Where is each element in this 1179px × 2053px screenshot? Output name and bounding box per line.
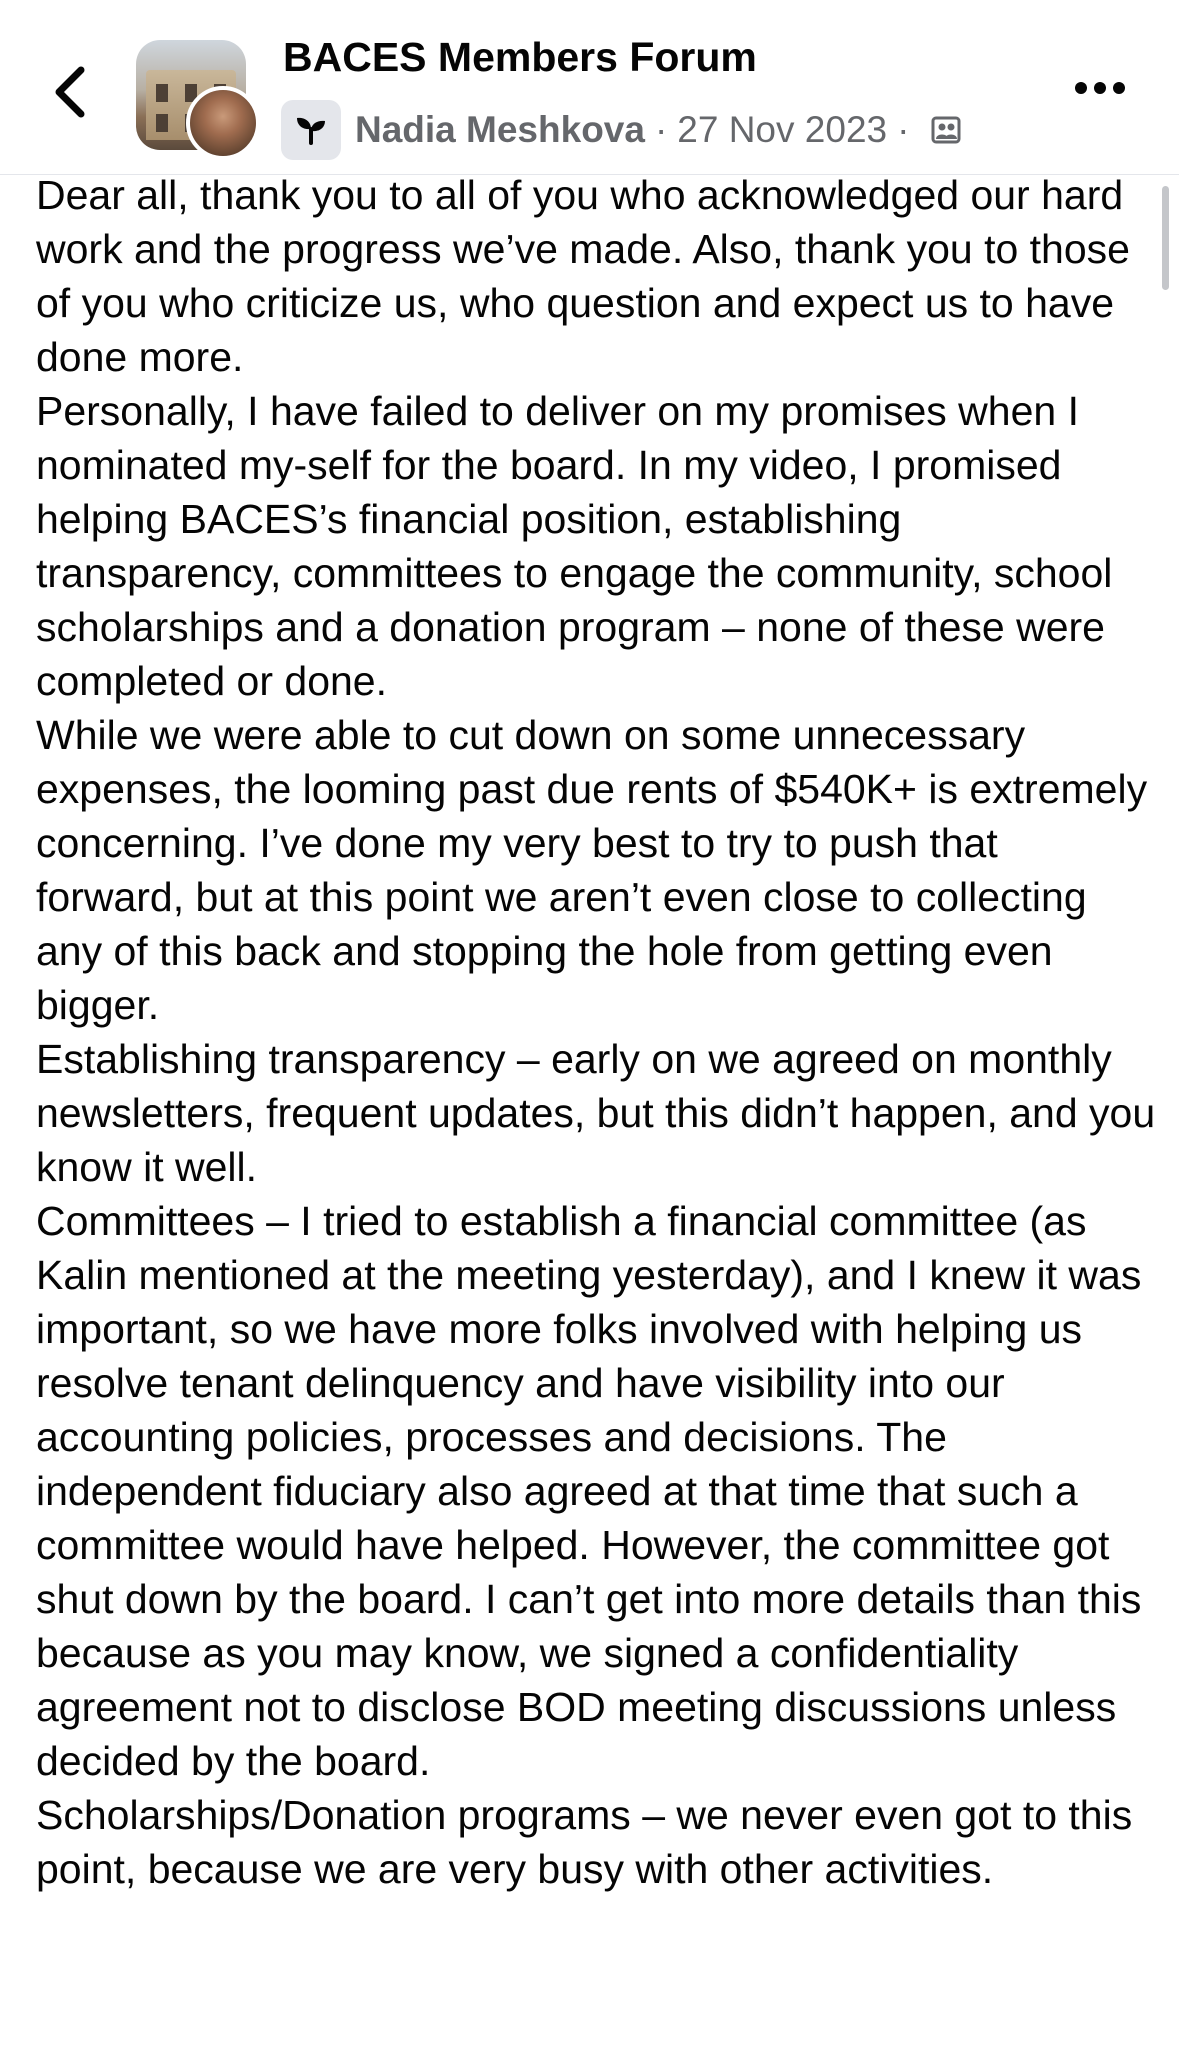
post-paragraph: Committees – I tried to establish a financial committee (as Kalin mentioned at the meeting yesterday), and I knew it was important, so we have more folks involved with helping us resolve tenant delinquency and have visibility into our accounting policies, processes and decisions. The independent fiduciary also agreed at that time that such a committee would have helped. However, the committee got shut down by the board. I can’t get into more details than this because as you may know, we signed a confidentiality agreement not to disclose BOD meeting discussions unless decided by the board. bbox=[36, 1198, 1142, 1784]
post-paragraph: Dear all, thank you to all of you who acknowledged our hard work and the progress we’ve made. Also, thank you to those of you who criticize us, who question and expect us to have done more. bbox=[36, 172, 1130, 380]
post-meta bbox=[281, 100, 961, 160]
meta-separator: · bbox=[654, 109, 668, 150]
group-avatar-window bbox=[156, 114, 168, 132]
author-name[interactable]: Nadia Meshkova bbox=[355, 109, 645, 150]
scrollbar-thumb[interactable] bbox=[1162, 186, 1169, 290]
more-options-button[interactable] bbox=[1065, 58, 1135, 118]
meta-separator: · bbox=[897, 109, 910, 150]
post-paragraph: Personally, I have failed to deliver on my promises when I nominated my-self for the board. In my video, I promised helping BACES’s financial position, establishing transparency, committees to engage the community, school scholarships and a donation program – none of these were completed or done. bbox=[36, 388, 1113, 704]
group-name[interactable]: BACES Members Forum bbox=[283, 34, 757, 80]
members-group-icon bbox=[931, 115, 961, 145]
author-avatar[interactable] bbox=[186, 86, 260, 160]
post-paragraph: Scholarships/Donation programs – we never even got to this point, because we are very busy with other activities. bbox=[36, 1792, 1133, 1892]
new-member-sprout-icon bbox=[294, 113, 328, 147]
member-badge[interactable] bbox=[281, 100, 341, 160]
more-horizontal-icon bbox=[1074, 81, 1126, 95]
post-body bbox=[36, 168, 1156, 1896]
avatar-stack[interactable] bbox=[136, 40, 264, 168]
group-avatar-window bbox=[156, 84, 168, 102]
post-date[interactable]: 27 Nov 2023 bbox=[677, 109, 888, 150]
back-button[interactable] bbox=[40, 52, 100, 132]
post-header bbox=[0, 0, 1179, 175]
chevron-left-icon bbox=[53, 66, 87, 118]
post-paragraph: While we were able to cut down on some unnecessary expenses, the looming past due rents of $540K+ is extremely concerning. I’ve done my very best to try to push that forward, but at this point we aren’t even close to collecting any of this back and stopping the hole from getting even bigger. bbox=[36, 712, 1148, 1028]
post-paragraph: Establishing transparency – early on we agreed on monthly newsletters, frequent updates, but this didn’t happen, and you know it well. bbox=[36, 1036, 1156, 1190]
